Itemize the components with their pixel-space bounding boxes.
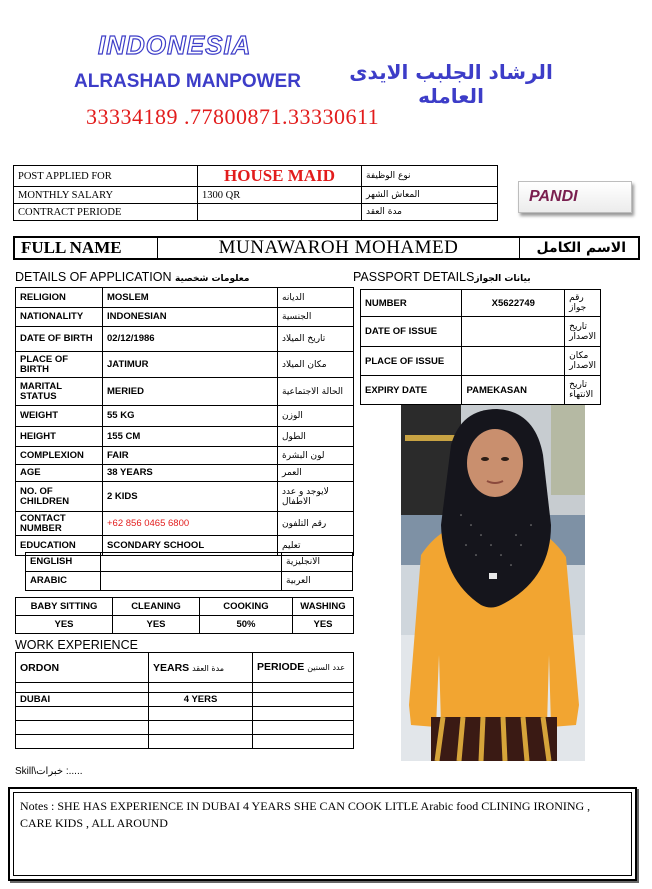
table-row: AGE 38 YEARS العمر	[16, 465, 354, 482]
table-row: CONTACT NUMBER +62 856 0465 6800 رقم التلفون	[16, 512, 354, 536]
notes-text: Notes : SHE HAS EXPERIENCE IN DUBAI 4 YEARS SHE CAN COOK LITLE Arabic food CLINING IRONING , CARE KIDS , ALL AROUND	[13, 792, 632, 876]
salary-value: 1300 QR	[198, 187, 362, 204]
post-value: HOUSE MAID	[198, 166, 362, 187]
table-row: PLACE OF BIRTH JATIMUR مكان الميلاد	[16, 352, 354, 378]
table-row: HEIGHT 155 CM الطول	[16, 427, 354, 447]
table-row: NO. OF CHILDREN 2 KIDS لايوجد و عدد الاطفال	[16, 482, 354, 512]
passport-title: PASSPORT DETAILSبيانات الجواز	[353, 270, 531, 284]
table-row: ARABIC العربية	[26, 572, 353, 591]
full-name-row	[13, 236, 640, 260]
table-row: EDUCATION SCONDARY SCHOOL تعليم	[16, 536, 354, 556]
table-row	[16, 683, 354, 693]
full-name-label-ar: الاسم الكامل	[519, 238, 638, 258]
table-row: EXPIRY DATE PAMEKASAN تاريخ الانتهاء	[361, 376, 601, 405]
passport-table	[360, 289, 601, 405]
table-row: MARITAL STATUS MERIED الحالة الاجتماعية	[16, 378, 354, 406]
full-name-value: MUNAWAROH MOHAMED	[218, 237, 459, 258]
work-experience-table	[15, 652, 354, 749]
table-row: PLACE OF ISSUE مكان الاصدار	[361, 347, 601, 376]
full-name-label: FULL NAME	[15, 238, 158, 258]
passport-number: X5622749	[462, 290, 565, 317]
table-row: YES YES 50% YES	[16, 616, 354, 634]
agency-name: ALRASHAD MANPOWER	[74, 71, 301, 92]
notes-box	[8, 787, 637, 881]
table-row	[16, 707, 354, 721]
pandi-badge: PANDI	[518, 181, 632, 213]
salary-label: MONTHLY SALARY	[14, 187, 198, 204]
agency-phones: 33334189 .77800871.33330611	[86, 104, 380, 129]
post-label: POST APPLIED FOR	[14, 166, 198, 187]
table-row: DATE OF BIRTH 02/12/1986 تاريخ الميلاد	[16, 327, 354, 352]
table-row: ENGLISH الانجليزية	[26, 553, 353, 572]
post-label-ar: نوع الوظيفة	[362, 166, 498, 187]
table-row: NUMBER X5622749 رقم جواز	[361, 290, 601, 317]
table-row: BABY SITTING CLEANING COOKING WASHING	[16, 598, 354, 616]
agency-name-arabic: الرشاد الجلبب الايدى العامله	[349, 60, 553, 108]
contract-label-ar: مدة العقد	[362, 204, 498, 221]
salary-label-ar: المعاش الشهر	[362, 187, 498, 204]
details-table	[15, 287, 354, 556]
skills-table	[15, 597, 354, 634]
table-row: RELIGION MOSLEM الديانه	[16, 288, 354, 308]
job-table	[13, 165, 498, 221]
contract-label: CONTRACT PERIODE	[14, 204, 198, 221]
table-row: NATIONALITY INDONESIAN الجنسية	[16, 308, 354, 327]
table-row: WEIGHT 55 KG الوزن	[16, 406, 354, 427]
table-row	[16, 735, 354, 749]
work-experience-title: WORK EXPERIENCE	[15, 638, 138, 652]
country-title: INDONESIA	[98, 30, 252, 60]
applicant-photo	[401, 405, 585, 761]
contact-number: +62 856 0465 6800	[103, 512, 278, 536]
table-row: COMPLEXION FAIR لون البشرة	[16, 447, 354, 465]
table-row: ORDON YEARS مدة العقد PERIODE عدد السنين	[16, 653, 354, 683]
table-row: DUBAI 4 YERS	[16, 693, 354, 707]
details-title: DETAILS OF APPLICATION معلومات شخصية	[15, 270, 250, 284]
contract-value	[198, 204, 362, 221]
table-row	[16, 721, 354, 735]
table-row: DATE OF ISSUE تاريخ الاصدار	[361, 317, 601, 347]
skill-line: Skill\خبرات :.....	[15, 766, 83, 777]
language-table	[25, 552, 353, 591]
